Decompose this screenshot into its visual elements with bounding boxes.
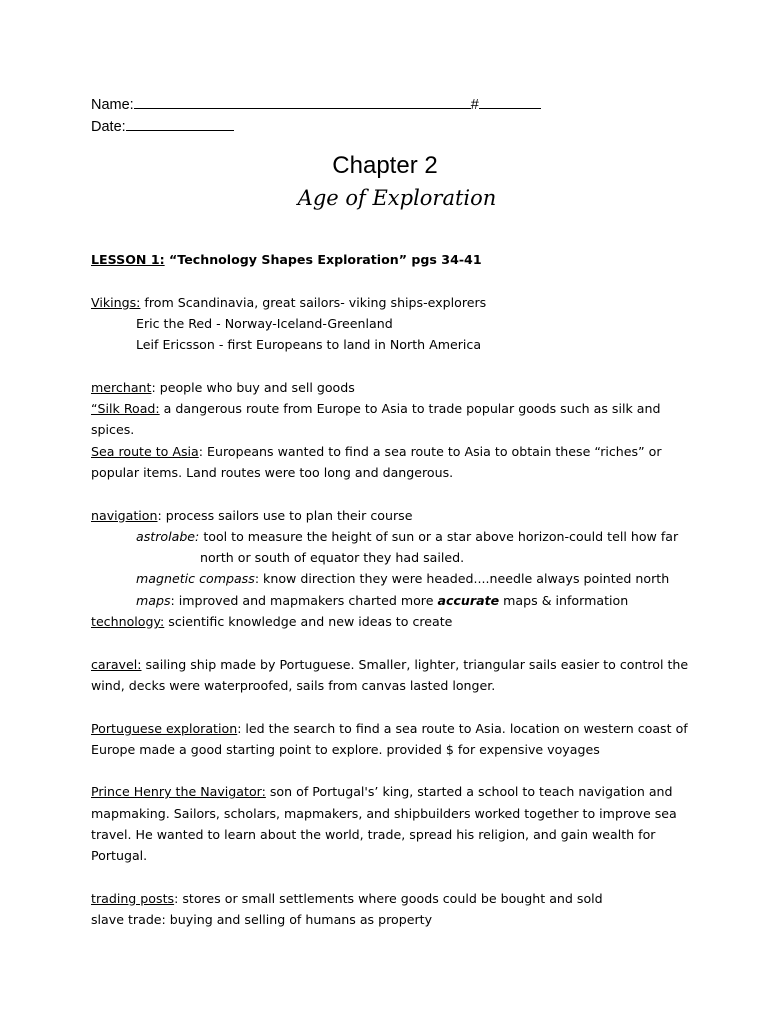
technology-entry: technology: scientific knowledge and new ideas to create <box>91 614 453 630</box>
slave-trade-entry: slave trade: buying and selling of humans as property <box>91 912 433 928</box>
sea-route-cont: popular items. Land routes were too long and dangerous. <box>91 464 454 480</box>
notes-body <box>91 249 691 931</box>
date-row <box>91 116 234 135</box>
portuguese-cont: Europe made a good starting point to explore. provided $ for expensive voyages <box>91 741 600 757</box>
name-blank[interactable] <box>134 94 471 109</box>
date-blank[interactable] <box>126 116 234 131</box>
chapter-title: Chapter 2 <box>332 152 438 179</box>
silk-road-cont: spices. <box>91 422 135 438</box>
henry-line-2: mapmaking. Sailors, scholars, mapmakers, and shipbuilders worked together to improve sea <box>91 805 677 821</box>
portuguese-entry: Portuguese exploration: led the search to find a sea route to Asia. location on western coast of <box>91 720 688 736</box>
henry-line-4: Portugal. <box>91 848 148 864</box>
henry-entry: Prince Henry the Navigator: son of Portugal's’ king, started a school to teach navigation and <box>91 784 673 800</box>
date-label: Date: <box>91 119 126 135</box>
compass-entry: magnetic compass: know direction they were headed....needle always pointed north <box>136 571 670 587</box>
maps-entry: maps: improved and mapmakers charted more accurate maps & information <box>136 592 629 608</box>
name-label: Name: <box>91 97 134 113</box>
vikings-line-3: Leif Ericsson - first Europeans to land in North America <box>136 337 482 353</box>
merchant-entry: merchant: people who buy and sell goods <box>91 379 355 395</box>
sea-route-entry: Sea route to Asia: Europeans wanted to find a sea route to Asia to obtain these “riches” or <box>91 443 662 459</box>
lesson-heading: LESSON 1: “Technology Shapes Exploration” pgs 34-41 <box>91 252 482 267</box>
chapter-subtitle: Age of Exploration <box>297 186 497 210</box>
number-label: # <box>470 97 479 113</box>
silk-road-entry: “Silk Road: a dangerous route from Europe to Asia to trade popular goods such as silk and <box>91 401 661 417</box>
vikings-entry: Vikings: from Scandinavia, great sailors- viking ships-explorers <box>91 294 487 310</box>
number-blank[interactable] <box>479 94 541 109</box>
name-row <box>91 94 541 113</box>
henry-line-3: travel. He wanted to learn about the world, trade, spread his religion, and gain wealth for <box>91 827 656 843</box>
trading-posts-entry: trading posts: stores or small settlements where goods could be bought and sold <box>91 890 603 906</box>
caravel-cont: wind, decks were waterproofed, sails from canvas lasted longer. <box>91 677 496 693</box>
caravel-entry: caravel: sailing ship made by Portuguese. Smaller, lighter, triangular sails easier to control the <box>91 656 689 672</box>
astrolabe-cont: north or south of equator they had sailed. <box>200 550 465 566</box>
navigation-entry: navigation: process sailors use to plan their course <box>91 507 413 523</box>
vikings-line-2: Eric the Red - Norway-Iceland-Greenland <box>136 315 393 331</box>
astrolabe-entry: astrolabe: tool to measure the height of sun or a star above horizon-could tell how far <box>136 528 679 544</box>
